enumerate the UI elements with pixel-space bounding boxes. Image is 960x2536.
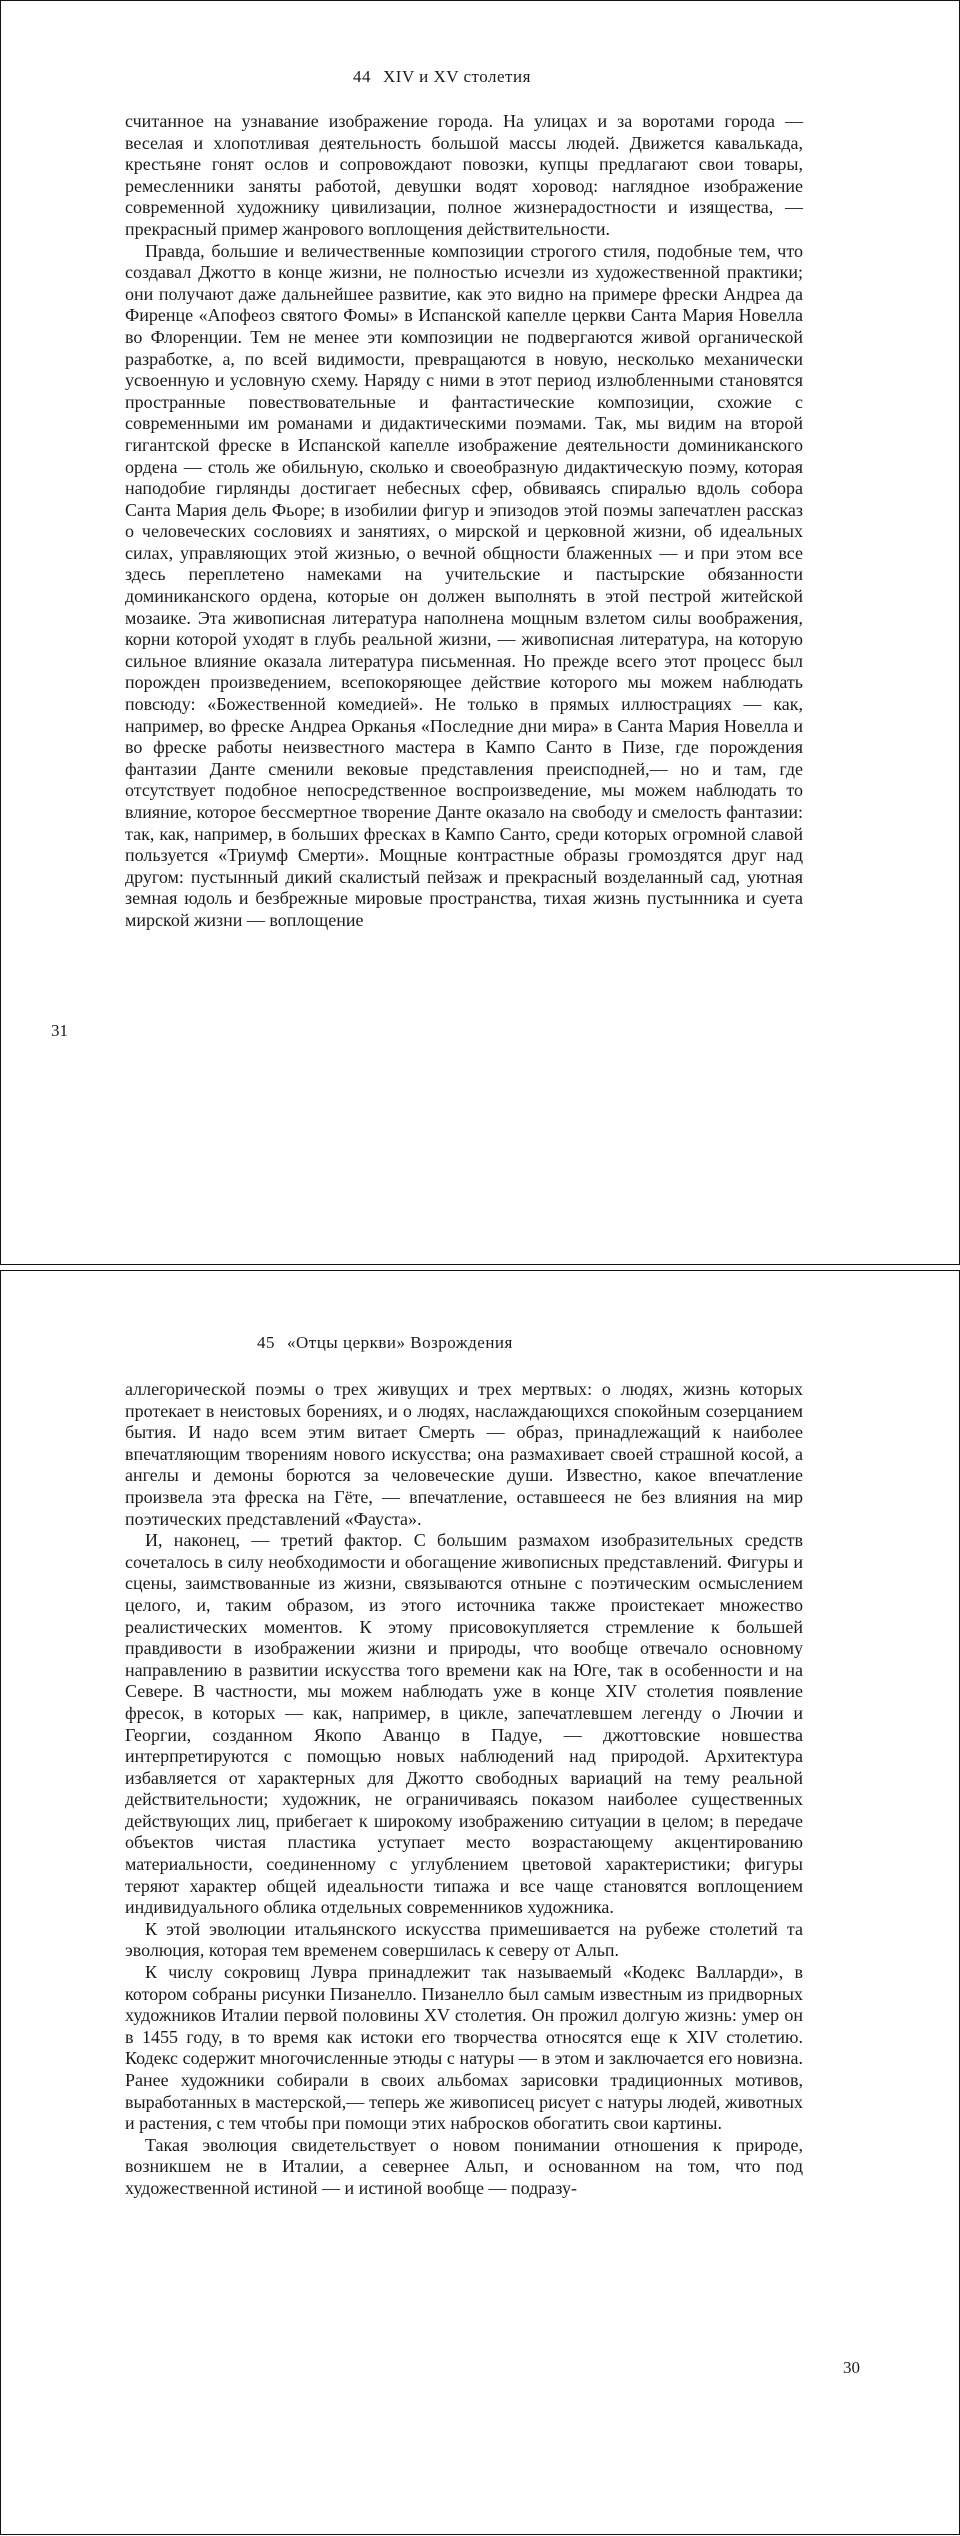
body-text <box>125 111 803 932</box>
paragraph: аллегорической поэмы о трех живущих и трех мертвых: о людях, жизнь которых протекает в неистовых борениях, и о людях, наслаждающихся спокойным созерцанием бытия. И надо всем этим витает Смерть — образ, принадлежащий к наиболее впечатляющим творениям нового искусства; она размахивает своей страшной косой, а ангелы и демоны борются за человеческие души. Известно, какое впечатление произвела эта фреска на Гёте, — впечатление, оставшееся не без влияния на мир поэтических представлений «Фауста». <box>125 1379 803 1529</box>
running-header <box>257 1333 513 1353</box>
paragraph: считанное на узнавание изображение города. На улицах и за воротами города — веселая и хлопотливая деятельность большой массы людей. Движется кавалькада, крестьяне гонят ослов и сопровождают повозки, купцы предлагают свои товары, ремесленники заняты работой, девушки водят хоровод: наглядное изображение современной художнику цивилизации, полное жизнерадостности и изящества, — прекрасный пример жанрового воплощения действительности. <box>125 111 803 239</box>
paragraph: К этой эволюции итальянского искусства примешивается на рубеже столетий та эволюция, которая тем временем совершилась к северу от Альп. <box>125 1918 803 1961</box>
paragraph: Такая эволюция свидетельствует о новом понимании отношения к природе, возникшем не в Италии, а севернее Альп, и основанном на том, что под художественной истиной — и истиной вообще — подразу- <box>125 2134 803 2198</box>
page-45 <box>0 1270 960 2535</box>
paragraph: К числу сокровищ Лувра принадлежит так называемый «Кодекс Валларди», в котором собраны рисунки Пизанелло. Пизанелло был самым известным из придворных художников Италии первой половины XV столетия. Он прожил долгую жизнь: умер он в 1455 году, в то время как истоки его творчества относятся еще к XIV столетию. Кодекс содержит многочисленные этюды с натуры — в этом и заключается его новизна. Ранее художники собирали в своих альбомах зарисовки традиционных мотивов, выработанных в мастерской,— теперь же живописец рисует с натуры людей, животных и растения, с тем чтобы при помощи этих набросков обогатить свои картины. <box>125 1962 803 2134</box>
paragraph: И, наконец, — третий фактор. С большим размахом изобразительных средств сочеталось в силу необходимости и обогащение живописных представлений. Фигуры и сцены, заимствованные из жизни, связываются отныне с поэтическим осмыслением целого, и, таким образом, из этого источника также проистекает множество реалистических моментов. К этому присовокупляется стремление к большей правдивости в изображении жизни и природы, что вообще отвечало основному направлению в развитии искусства того времени как на Юге, так в особенности и на Севере. В частности, мы можем наблюдать уже в конце XIV столетия появление фресок, в которых — как, например, в цикле, запечатлевшем легенду о Лючии и Георгии, созданном Якопо Аванцо в Падуе, — джоттовские новшества интерпретируются с помощью новых наблюдений над природой. Архитектура избавляется от характерных для Джотто свободных вариаций на тему реальной действительности; художник, не ограничиваясь показом наиболее существенных действующих лиц, прибегает к широкому изображению ситуации в целом; в передаче объектов чистая пластика уступает место возрастающему акцентированию материальности, соединенному с углублением цветовой характеристики; фигуры теряют характер общей идеальности типажа и все чаще становятся воплощением индивидуального облика отдельных современников художника. <box>125 1530 803 1918</box>
running-head-title: «Отцы церкви» Возрождения <box>287 1333 513 1352</box>
paragraph: Правда, большие и величественные композиции строгого стиля, подобные тем, что создавал Джотто в конце жизни, не полностью исчезли из художественной практики; они получают даже дальнейшее развитие, как это видно на примере фрески Андреа да Фиренце «Апофеоз святого Фомы» в Испанской капелле церкви Санта Мария Новелла во Флоренции. Тем не менее эти композиции не подвергаются живой органической разработке, а, по всей видимости, превращаются в новую, несколько механически усвоенную и условную схему. Наряду с ними в этот период излюбленными становятся пространные повествовательные и фантастические композиции, схожие с современными им романами и дидактическими поэмами. Так, мы видим на второй гигантской фреске в Испанской капелле изображение деятельности доминиканского ордена — столь же обильную, сколько и своеобразную дидактическую поэму, которая наподобие гирлянды достигает небесных сфер, обвиваясь спиралью вдоль собора Санта Мария дель Фьоре; в изобилии фигур и эпизодов этой поэмы запечатлен рассказ о человеческих сословиях и занятиях, о мирской и церковной жизни, об идеальных силах, управляющих этой жизнью, о вечной общности блаженных — и при этом все здесь переплетено намеками на учительские и пастырские обязанности доминиканского ордена, которые он должен выполнять в этой пестрой житейской мозаике. Эта живописная литература наполнена мощным взлетом силы воображения, корни которой уходят в глубь реальной жизни, — живописная литература, на которую сильное влияние оказала литература письменная. Но прежде всего этот процесс был порожден произведением, всепокоряющее действие которого мы можем наблюдать повсюду: «Божественной комедией». Не только в прямых иллюстрациях — как, например, во фреске Андреа Орканья «Последние дни мира» в Санта Мария Новелла и во фреске работы неизвестного мастера в Кампо Санто в Пизе, где порождения фантазии Данте сменили вековые представления преисподней,— но и там, где отсутствует подобное непосредственное воспроизведение, мы можем наблюдать то влияние, которое бессмертное творение Данте оказало на свободу и смелость фантазии: так, как, например, в больших фресках в Кампо Санто, среди которых огромной славой пользуется «Триумф Смерти». Мощные контрастные образы громоздятся друг над другом: пустынный дикий скалистый пейзаж и прекрасный возделанный сад, уютная земная юдоль и безбрежные мировые пространства, тихая жизнь пустынника и суета мирской жизни — воплощение <box>125 240 803 930</box>
running-head-title: XIV и XV столетия <box>383 67 531 86</box>
body-text <box>125 1379 803 2200</box>
margin-number: 31 <box>51 1021 68 1040</box>
running-header <box>353 67 531 87</box>
page-number: 44 <box>353 67 371 86</box>
page-44 <box>0 0 960 1265</box>
margin-number: 30 <box>843 2358 860 2377</box>
page-number: 45 <box>257 1333 275 1352</box>
